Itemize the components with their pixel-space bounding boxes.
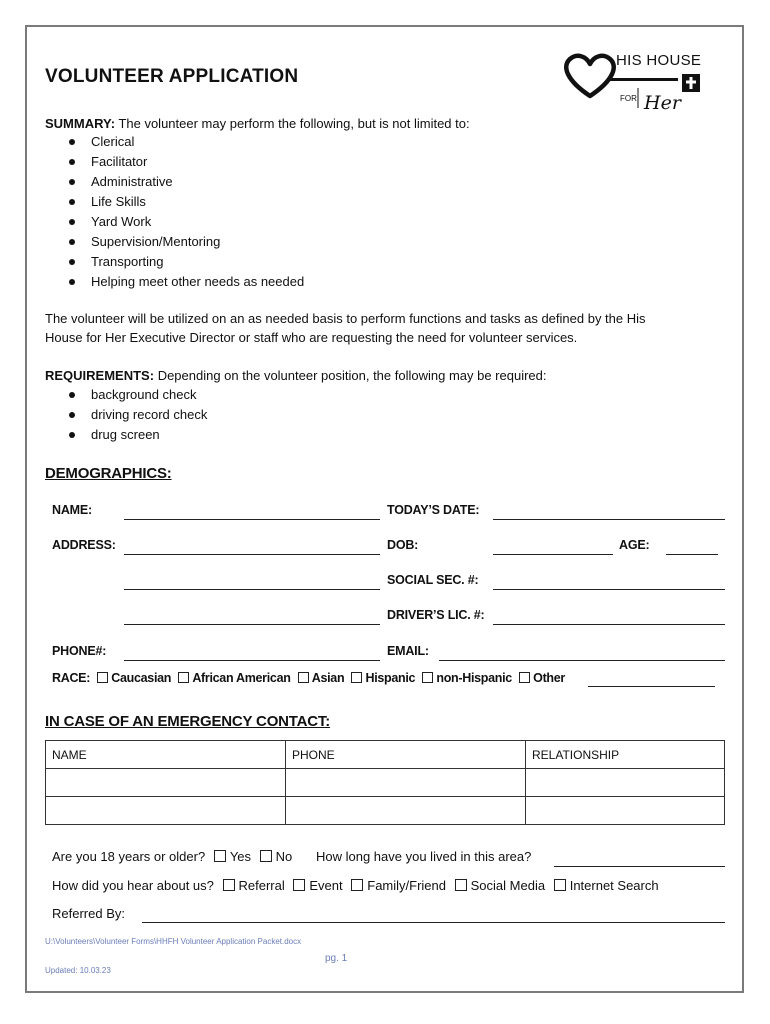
list-item: Transporting [45, 252, 304, 272]
emergency-contact-table [45, 740, 725, 825]
address-field-2[interactable] [124, 589, 380, 590]
age-label: AGE: [619, 538, 650, 552]
race-checkbox[interactable] [422, 672, 433, 683]
hear-option: Family/Friend [367, 878, 447, 893]
table-cell[interactable] [526, 769, 725, 797]
table-header-row [46, 741, 725, 769]
referred-field[interactable] [142, 922, 725, 923]
no-label: No [275, 849, 293, 864]
list-item: driving record check [45, 405, 207, 425]
utilized-paragraph [45, 309, 646, 347]
email-field[interactable] [439, 660, 725, 661]
address-field-3[interactable] [124, 624, 380, 625]
hear-checkbox[interactable] [554, 879, 566, 891]
race-checkbox[interactable] [519, 672, 530, 683]
hear-option: Referral [238, 878, 285, 893]
race-checkbox[interactable] [298, 672, 309, 683]
lived-field[interactable] [554, 866, 725, 867]
name-field[interactable] [124, 519, 380, 520]
hear-option: Social Media [470, 878, 546, 893]
phone-label: PHONE#: [52, 644, 107, 658]
list-item: Life Skills [45, 192, 304, 212]
table-row [46, 769, 725, 797]
race-row [52, 671, 565, 685]
his-house-for-her-logo [560, 48, 720, 120]
race-checkbox[interactable] [351, 672, 362, 683]
requirements-list [45, 385, 207, 445]
hear-question: How did you hear about us? [52, 878, 214, 893]
col-header-phone: PHONE [286, 741, 526, 769]
race-option: Hispanic [365, 671, 416, 685]
hear-checkbox[interactable] [455, 879, 467, 891]
hear-option: Event [309, 878, 343, 893]
footer-file-path: U:\Volunteers\Volunteer Forms\HHFH Volunteer Application Packet.docx [45, 937, 302, 946]
hear-checkbox[interactable] [351, 879, 363, 891]
yes-label: Yes [229, 849, 252, 864]
hear-question-row [52, 878, 659, 893]
race-option: African American [192, 671, 291, 685]
emergency-heading: IN CASE OF AN EMERGENCY CONTACT: [45, 713, 331, 730]
email-label: EMAIL: [387, 644, 429, 658]
no-checkbox[interactable] [260, 850, 272, 862]
hear-checkbox[interactable] [293, 879, 305, 891]
utilized-line-2: House for Her Executive Director or staff who are requesting the need for volunteer services. [45, 330, 578, 345]
col-header-name: NAME [46, 741, 286, 769]
todays-date-field[interactable] [493, 519, 725, 520]
dob-label: DOB: [387, 538, 419, 552]
list-item: Supervision/Mentoring [45, 232, 304, 252]
list-item: Clerical [45, 132, 304, 152]
logo-his-house-text: HIS HOUSE [616, 52, 702, 69]
list-item: Yard Work [45, 212, 304, 232]
social-sec-field[interactable] [493, 589, 725, 590]
col-header-relationship: RELATIONSHIP [526, 741, 725, 769]
logo-for-text: FOR [620, 94, 637, 103]
age-field[interactable] [666, 554, 718, 555]
summary-text: The volunteer may perform the following, but is not limited to: [118, 116, 470, 131]
table-cell[interactable] [526, 797, 725, 825]
dob-field[interactable] [493, 554, 613, 555]
table-cell[interactable] [286, 769, 526, 797]
summary-label: SUMMARY: [45, 116, 116, 131]
list-item: drug screen [45, 425, 207, 445]
name-label: NAME: [52, 503, 92, 517]
race-option: Asian [311, 671, 345, 685]
race-checkbox[interactable] [97, 672, 108, 683]
lived-question: How long have you lived in this area? [316, 849, 532, 864]
drivers-lic-label: DRIVER’S LIC. #: [387, 608, 485, 622]
table-row [46, 797, 725, 825]
utilized-line-1: The volunteer will be utilized on an as needed basis to perform functions and tasks as defined by the His [45, 311, 646, 326]
age-question-row [52, 849, 292, 864]
logo-her-script: Her [644, 92, 681, 114]
list-item: Facilitator [45, 152, 304, 172]
address-field-1[interactable] [124, 554, 380, 555]
hear-checkbox[interactable] [223, 879, 235, 891]
requirements-label: REQUIREMENTS: [45, 368, 155, 383]
list-item: Administrative [45, 172, 304, 192]
demographics-heading: DEMOGRAPHICS: [45, 465, 172, 482]
requirements-text: Depending on the volunteer position, the following may be required: [157, 368, 547, 383]
todays-date-label: TODAY’S DATE: [387, 503, 480, 517]
address-label: ADDRESS: [52, 538, 116, 552]
age18-question: Are you 18 years or older? [52, 849, 206, 864]
race-option: Other [533, 671, 565, 685]
race-checkbox[interactable] [178, 672, 189, 683]
table-cell[interactable] [286, 797, 526, 825]
table-cell[interactable] [46, 769, 286, 797]
race-option: Caucasian [111, 671, 172, 685]
race-option: non-Hispanic [436, 671, 512, 685]
page-title: VOLUNTEER APPLICATION [45, 66, 299, 87]
requirements-line [45, 366, 547, 385]
phone-field[interactable] [124, 660, 380, 661]
summary-list [45, 132, 304, 292]
race-label: RACE: [52, 671, 91, 685]
social-sec-label: SOCIAL SEC. #: [387, 573, 479, 587]
table-cell[interactable] [46, 797, 286, 825]
referred-label: Referred By: [52, 906, 125, 921]
hear-option: Internet Search [569, 878, 659, 893]
list-item: background check [45, 385, 207, 405]
drivers-lic-field[interactable] [493, 624, 725, 625]
yes-checkbox[interactable] [214, 850, 226, 862]
summary-line [45, 114, 470, 133]
race-other-field[interactable] [588, 686, 715, 687]
footer-updated: Updated: 10.03.23 [45, 966, 111, 975]
footer-page-number: pg. 1 [325, 953, 348, 964]
list-item: Helping meet other needs as needed [45, 272, 304, 292]
